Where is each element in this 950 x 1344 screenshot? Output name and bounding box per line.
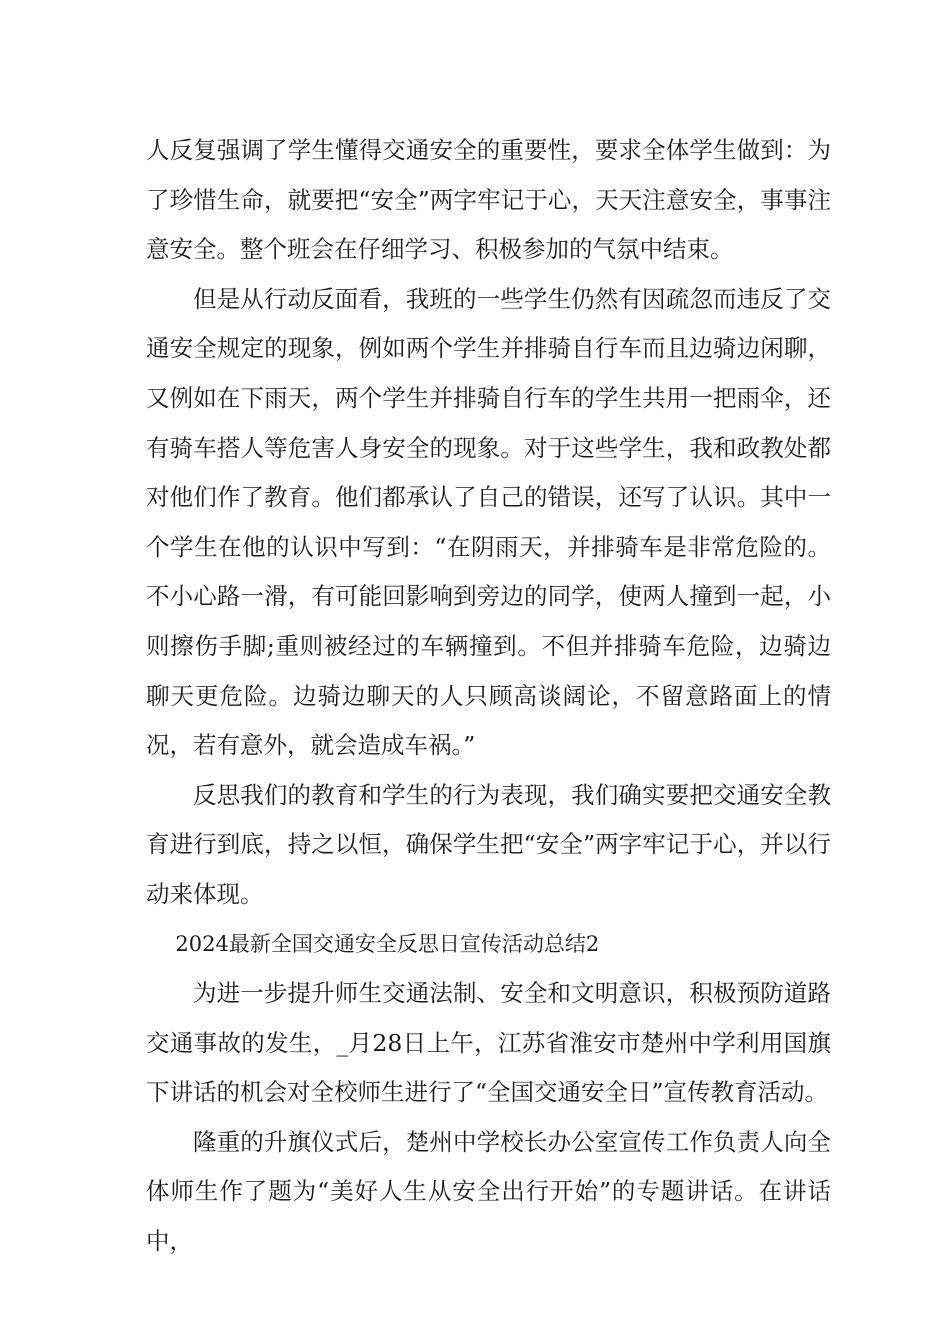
paragraph-continuation: 人反复强调了学生懂得交通安全的重要性，要求全体学生做到：为了珍惜生命，就要把“安全”两字牢记于心，天天注意安全，事事注意安全。整个班会在仔细学习、积极参加的气氛中结束。	[146, 136, 831, 264]
paragraph: 反思我们的教育和学生的行为表现，我们确实要把交通安全教育进行到底，持之以恒，确保学生把“安全”两字牢记于心，并以行动来体现。	[146, 780, 831, 908]
paragraph: 隆重的升旗仪式后，楚州中学校长办公室宣传工作负责人向全体师生作了题为“美好人生从安全出行开始”的专题讲话。在讲话中，	[146, 1127, 831, 1256]
document-body	[146, 126, 831, 1267]
paragraph: 为进一步提升师生交通法制、安全和文明意识，积极预防道路交通事故的发生，_月28日上午，江苏省淮安市楚州中学利用国旗下讲话的机会对全校师生进行了“全国交通安全日”宣传教育活动。	[146, 979, 831, 1107]
section-heading: 2024最新全国交通安全反思日宣传活动总结2	[175, 931, 600, 956]
paragraph: 但是从行动反面看，我班的一些学生仍然有因疏忽而违反了交通安全规定的现象，例如两个学生并排骑自行车而且边骑边闲聊，又例如在下雨天，两个学生并排骑自行车的学生共用一把雨伞，还有骑车搭人等危害人身安全的现象。对于这些学生，我和政教处都对他们作了教育。他们都承认了自己的错误，还写了认识。其中一个学生在他的认识中写到：“在阴雨天，并排骑车是非常危险的。不小心路一滑，有可能回影响到旁边的同学，使两人撞到一起，小则擦伤手脚;重则被经过的车辆撞到。不但并排骑车危险，边骑边聊天更危险。边骑边聊天的人只顾高谈阔论，不留意路面上的情况，若有意外，就会造成车祸。”	[146, 284, 831, 760]
